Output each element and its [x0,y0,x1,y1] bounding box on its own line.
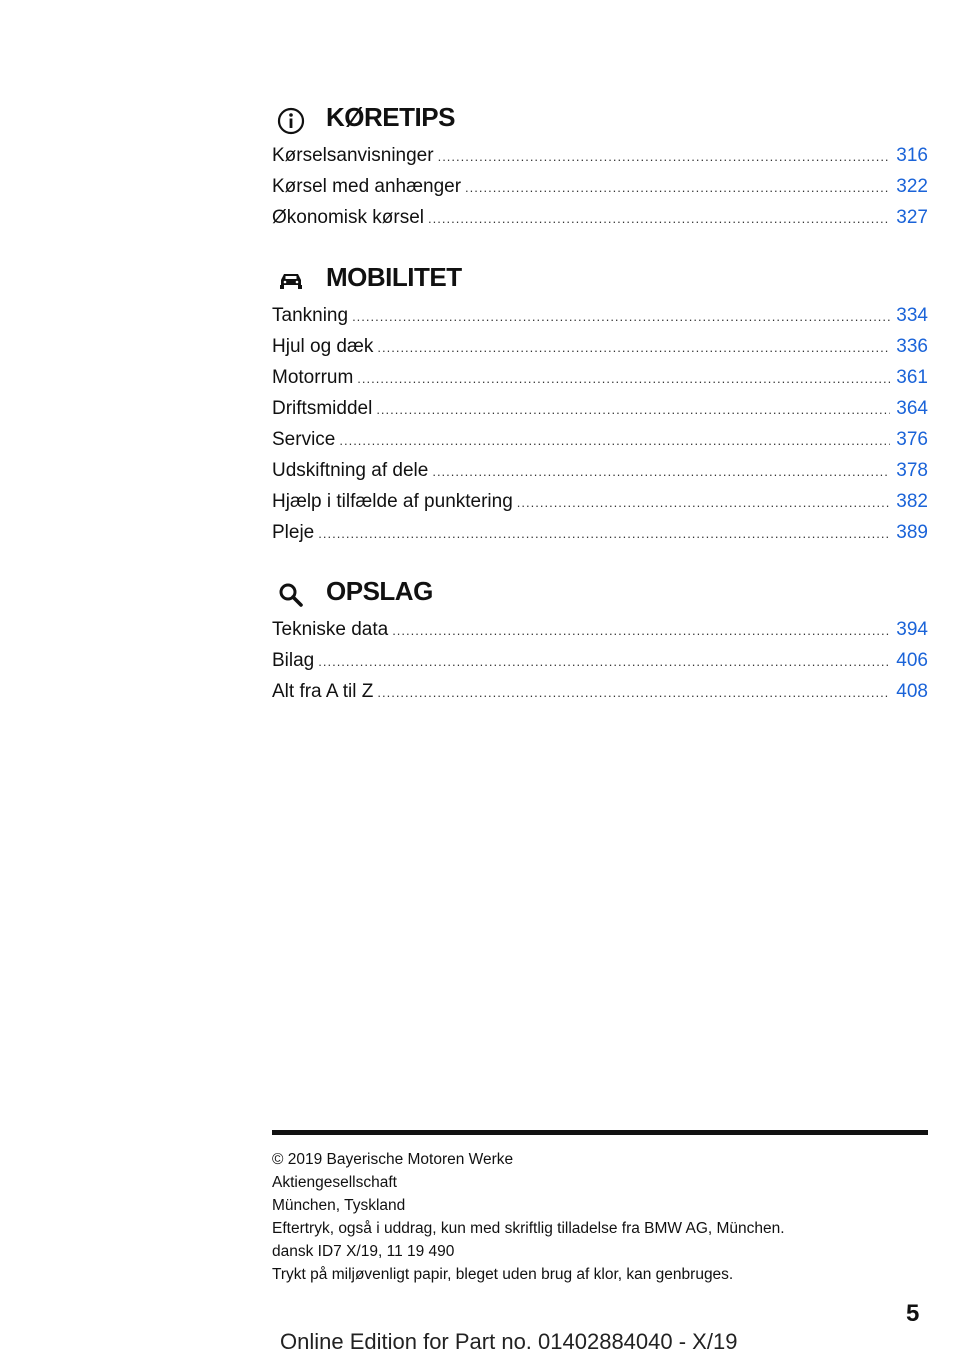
toc-page-link[interactable]: 389 [896,522,928,543]
toc-entry[interactable] [272,614,928,645]
toc-entry[interactable] [272,645,928,676]
toc-page-link[interactable]: 336 [896,336,928,357]
toc-page-link[interactable]: 408 [896,681,928,702]
section-header [272,100,928,140]
toc-entry-label: Tekniske data [272,619,389,640]
toc-entry-label: Økonomisk kørsel [272,207,425,228]
imprint-line: Trykt på miljøvenligt papir, bleget uden brug af klor, kan genbruges. [272,1266,734,1283]
dot-leader [377,677,890,708]
toc-entry[interactable] [272,300,928,331]
imprint-line: © 2019 Bayerische Motoren Werke [272,1151,514,1168]
toc-entry-label: Service [272,429,336,450]
toc-page-link[interactable]: 394 [896,619,928,640]
section-mobilitet [272,260,928,548]
imprint-line: München, Tyskland [272,1197,406,1214]
section-title: KØRETIPS [326,102,455,132]
dot-leader [432,456,890,487]
dot-leader [428,203,890,234]
dot-leader [318,518,890,549]
toc-page-link[interactable]: 361 [896,367,928,388]
toc-entry-label: Motorrum [272,367,354,388]
toc-entry[interactable] [272,455,928,486]
toc-entry-label: Pleje [272,522,315,543]
toc-page-link[interactable]: 376 [896,429,928,450]
toc-entry[interactable] [272,171,928,202]
footer-edition: Online Edition for Part no. 01402884040 - X/19 [280,1329,738,1354]
toc-entry[interactable] [272,331,928,362]
toc-page-link[interactable]: 364 [896,398,928,419]
section-title: OPSLAG [326,576,433,606]
dot-leader [376,394,890,425]
imprint-line: dansk ID7 X/19, 11 19 490 [272,1243,455,1260]
imprint-line: Eftertryk, også i uddrag, kun med skriftlig tilladelse fra BMW AG, München. [272,1220,785,1237]
dot-leader [318,646,890,677]
toc-entry[interactable] [272,202,928,233]
toc-entry[interactable] [272,517,928,548]
section-header [272,260,928,300]
toc-entry-label: Tankning [272,305,349,326]
toc-entry-label: Kørsel med anhænger [272,176,462,197]
section-title: MOBILITET [326,262,462,292]
toc-entry[interactable] [272,676,928,707]
toc-page-link[interactable]: 382 [896,491,928,512]
toc-entry[interactable] [272,393,928,424]
dot-leader [339,425,890,456]
dot-leader [517,487,891,518]
dot-leader [352,301,890,332]
divider-rule [272,1130,928,1135]
info-icon [276,106,306,136]
toc-entry[interactable] [272,140,928,171]
toc-page-link[interactable]: 406 [896,650,928,671]
toc-entry-label: Hjul og dæk [272,336,374,357]
section-koeretips [272,100,928,233]
toc-entry-label: Alt fra A til Z [272,681,374,702]
page-number: 5 [906,1300,920,1327]
dot-leader [392,615,890,646]
car-icon [276,266,306,296]
dot-leader [357,363,890,394]
toc-entry[interactable] [272,424,928,455]
toc-page-link[interactable]: 322 [896,176,928,197]
imprint-line: Aktiengesellschaft [272,1174,397,1191]
dot-leader [438,141,891,172]
toc-page-link[interactable]: 334 [896,305,928,326]
search-icon [276,580,306,610]
toc-page-link[interactable]: 378 [896,460,928,481]
toc-entry-label: Hjælp i tilfælde af punktering [272,491,513,512]
toc-entry-label: Driftsmiddel [272,398,373,419]
dot-leader [377,332,890,363]
section-opslag [272,574,928,707]
section-header [272,574,928,614]
toc-entry[interactable] [272,486,928,517]
toc-page-link[interactable]: 327 [896,207,928,228]
toc-entry-label: Udskiftning af dele [272,460,429,481]
imprint-block [272,1148,928,1286]
toc-entry[interactable] [272,362,928,393]
dot-leader [465,172,890,203]
toc-entry-label: Bilag [272,650,315,671]
toc-page-link[interactable]: 316 [896,145,928,166]
toc-entry-label: Kørselsanvisninger [272,145,434,166]
